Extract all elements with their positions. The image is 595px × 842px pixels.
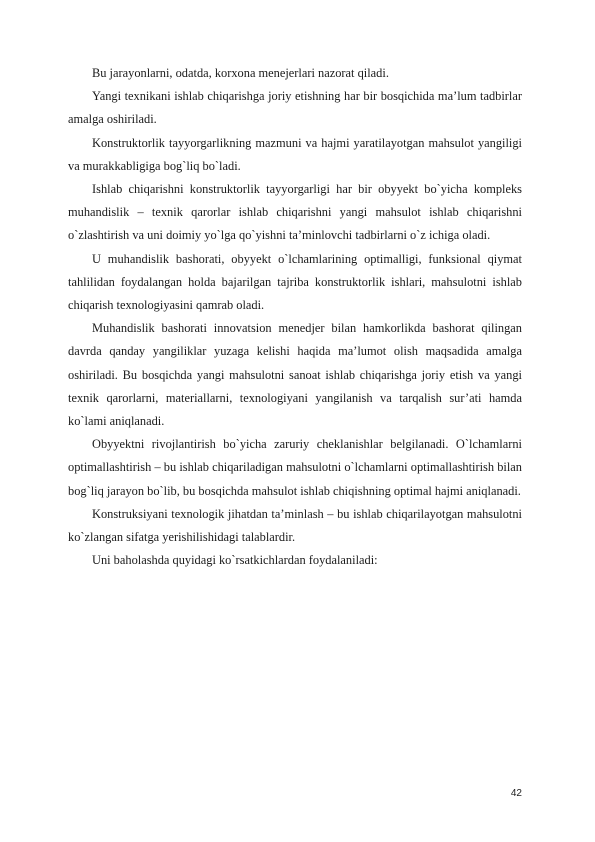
paragraph: Konstruktorlik tayyorgarlikning mazmuni va hajmi yaratilayotgan mahsulot yangiligi va murakkabligiga bog`liq bo`ladi. [68, 135, 522, 173]
paragraph: U muhandislik bashorati, obyyekt o`lchamlarining optimalligi, funksional qiymat tahlilidan foydalangan holda bajarilgan tajriba konstruktorlik ishlari, mahsulotni ishlab chiqarish texnologiyasini qamrab oladi. [68, 251, 522, 313]
paragraph: Muhandislik bashorati innovatsion menedjer bilan hamkorlikda bashorat qilingan davrda qanday yangiliklar yuzaga kelishi haqida ma’lumot olish maqsadida amalga oshiriladi. Bu bosqichda yangi mahsulotni sanoat ishlab chiqarishga joriy etish va yangi texnik qarorlarni, materiallarni, texnologiyani yangilanish va tarqalish sur’ati hamda ko`lami aniqlanadi. [68, 321, 522, 429]
paragraph: Konstruksiyani texnologik jihatdan ta’minlash – bu ishlab chiqarilayotgan mahsulotni ko`zlangan sifatga yerishilishidagi talablardir. [68, 506, 522, 545]
paragraph: Yangi texnikani ishlab chiqarishga joriy etishning har bir bosqichida ma’lum tadbirlar amalga oshiriladi. [68, 89, 522, 127]
paragraph: Ishlab chiqarishni konstruktorlik tayyorgarligi har bir obyyekt bo`yicha kompleks muhandislik – texnik qarorlar ishlab chiqarishni yangi mahsulot ishlab chiqarishni o`zlashtirish va uni doimiy yo`lga qo`yishni ta’minlovchi tadbirlarni o`z ichiga oladi. [68, 182, 522, 243]
document-page [68, 62, 522, 572]
paragraph: Bu jarayonlarni, odatda, korxona menejerlari nazorat qiladi. [92, 66, 389, 80]
paragraph: Obyyektni rivojlantirish bo`yicha zaruriy cheklanishlar belgilanadi. O`lchamlarni optimallashtirish – bu ishlab chiqariladigan mahsulotni o`lchamlarni optimallashtirish bilan bog`liq jarayon bo`lib, bu bosqichda mahsulot ishlab chiqishning optimal hajmi aniqlanadi. [68, 437, 522, 498]
page-number: 42 [510, 788, 522, 799]
paragraph: Uni baholashda quyidagi ko`rsatkichlardan foydalaniladi: [92, 553, 378, 568]
